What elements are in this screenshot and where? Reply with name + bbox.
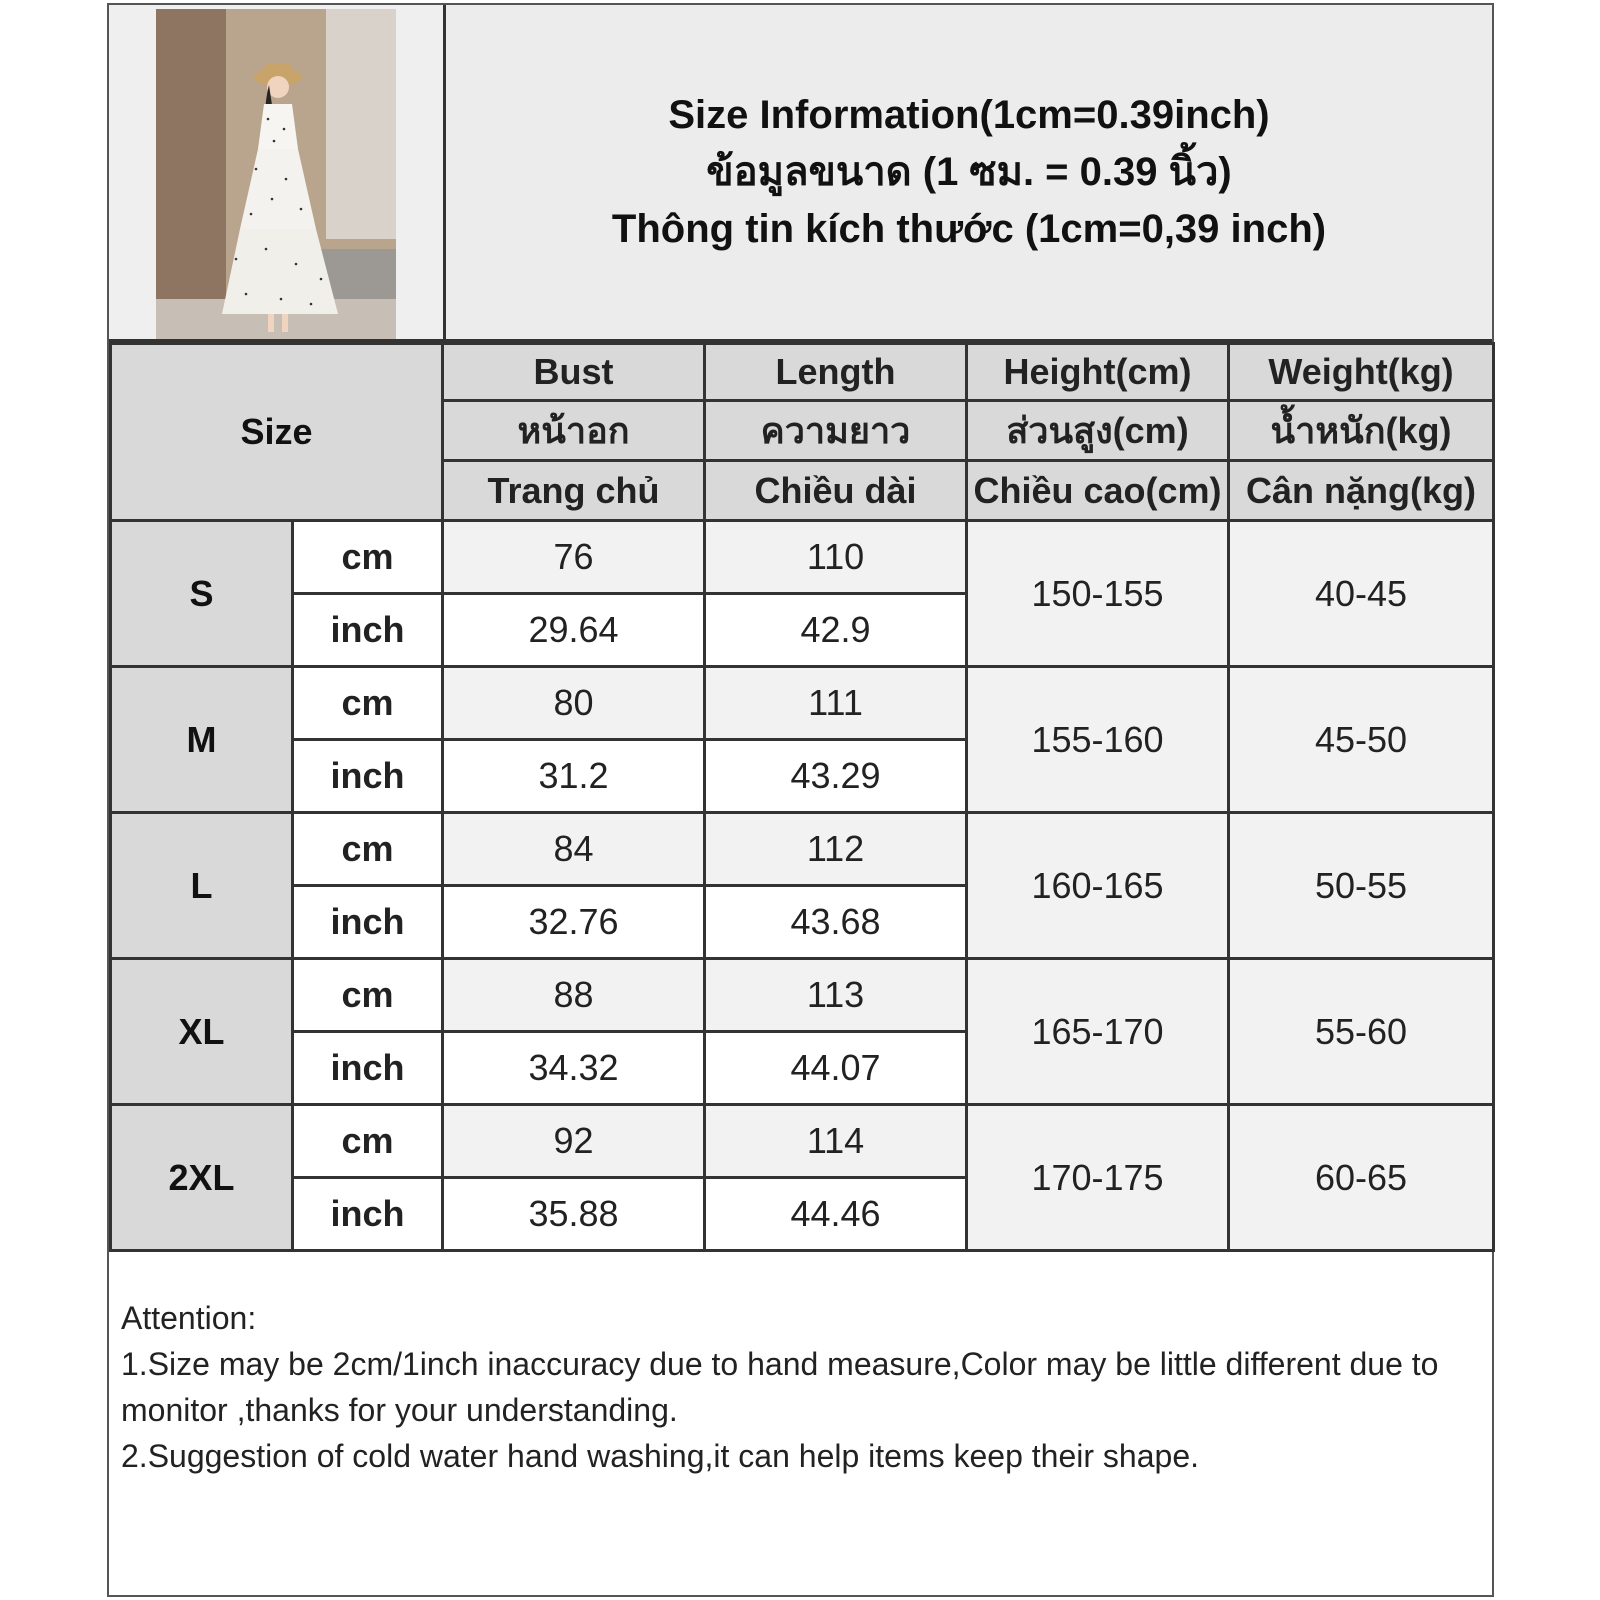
bust-inch: 34.32 xyxy=(443,1032,705,1105)
size-label: M xyxy=(111,667,293,813)
length-cm: 112 xyxy=(705,813,967,886)
height-range: 150-155 xyxy=(967,521,1229,667)
length-cm: 114 xyxy=(705,1105,967,1178)
unit-inch: inch xyxy=(293,886,443,959)
unit-inch: inch xyxy=(293,594,443,667)
length-cm: 113 xyxy=(705,959,967,1032)
bust-cm: 80 xyxy=(443,667,705,740)
height-range: 170-175 xyxy=(967,1105,1229,1251)
title-vietnamese: Thông tin kích thước (1cm=0,39 inch) xyxy=(611,206,1327,251)
weight-range: 50-55 xyxy=(1229,813,1494,959)
length-cm: 111 xyxy=(705,667,967,740)
col-weight-th: น้ำหนัก(kg) xyxy=(1229,401,1494,461)
length-inch: 44.46 xyxy=(705,1178,967,1251)
size-column-header: Size xyxy=(111,344,443,521)
col-length-vi: Chiều dài xyxy=(705,461,967,521)
notes-heading: Attention: xyxy=(121,1300,257,1336)
product-photo xyxy=(156,9,396,339)
weight-range: 40-45 xyxy=(1229,521,1494,667)
table-row xyxy=(111,521,1494,594)
unit-cm: cm xyxy=(293,813,443,886)
col-bust-vi: Trang chủ xyxy=(443,461,705,521)
height-range: 155-160 xyxy=(967,667,1229,813)
bust-cm: 76 xyxy=(443,521,705,594)
unit-cm: cm xyxy=(293,1105,443,1178)
col-length-th: ความยาว xyxy=(705,401,967,461)
col-height-en: Height(cm) xyxy=(967,344,1229,401)
height-range: 160-165 xyxy=(967,813,1229,959)
bust-inch: 35.88 xyxy=(443,1178,705,1251)
table-row xyxy=(111,959,1494,1032)
notes-line-1: 1.Size may be 2cm/1inch inaccuracy due to hand measure,Color may be little different due to monitor ,thanks for your understanding. xyxy=(121,1346,1439,1428)
bust-cm: 88 xyxy=(443,959,705,1032)
col-weight-en: Weight(kg) xyxy=(1229,344,1494,401)
weight-range: 55-60 xyxy=(1229,959,1494,1105)
unit-cm: cm xyxy=(293,959,443,1032)
col-bust-en: Bust xyxy=(443,344,705,401)
table-row xyxy=(111,1105,1494,1178)
length-cm: 110 xyxy=(705,521,967,594)
length-inch: 43.29 xyxy=(705,740,967,813)
col-height-vi: Chiều cao(cm) xyxy=(967,461,1229,521)
col-height-th: ส่วนสูง(cm) xyxy=(967,401,1229,461)
bust-inch: 32.76 xyxy=(443,886,705,959)
notes-line-2: 2.Suggestion of cold water hand washing,it can help items keep their shape. xyxy=(121,1438,1199,1474)
bust-cm: 92 xyxy=(443,1105,705,1178)
col-bust-th: หน้าอก xyxy=(443,401,705,461)
unit-inch: inch xyxy=(293,1178,443,1251)
unit-inch: inch xyxy=(293,740,443,813)
length-inch: 42.9 xyxy=(705,594,967,667)
unit-cm: cm xyxy=(293,667,443,740)
size-label: L xyxy=(111,813,293,959)
col-weight-vi: Cân nặng(kg) xyxy=(1229,461,1494,521)
title-block xyxy=(446,5,1492,339)
size-label: 2XL xyxy=(111,1105,293,1251)
table-row xyxy=(111,667,1494,740)
header-area xyxy=(109,5,1492,342)
bust-inch: 31.2 xyxy=(443,740,705,813)
length-inch: 44.07 xyxy=(705,1032,967,1105)
height-range: 165-170 xyxy=(967,959,1229,1105)
col-length-en: Length xyxy=(705,344,967,401)
size-chart xyxy=(107,3,1494,1597)
unit-cm: cm xyxy=(293,521,443,594)
size-table xyxy=(109,342,1495,1252)
product-photo-cell xyxy=(109,5,446,339)
attention-notes xyxy=(109,1295,1492,1479)
header-row-english xyxy=(111,344,1494,401)
bust-cm: 84 xyxy=(443,813,705,886)
bust-inch: 29.64 xyxy=(443,594,705,667)
table-row xyxy=(111,813,1494,886)
unit-inch: inch xyxy=(293,1032,443,1105)
weight-range: 60-65 xyxy=(1229,1105,1494,1251)
title-thai: ข้อมูลขนาด (1 ซม. = 0.39 นิ้ว) xyxy=(706,149,1232,194)
size-label: XL xyxy=(111,959,293,1105)
weight-range: 45-50 xyxy=(1229,667,1494,813)
size-label: S xyxy=(111,521,293,667)
length-inch: 43.68 xyxy=(705,886,967,959)
title-english: Size Information(1cm=0.39inch) xyxy=(668,92,1270,137)
